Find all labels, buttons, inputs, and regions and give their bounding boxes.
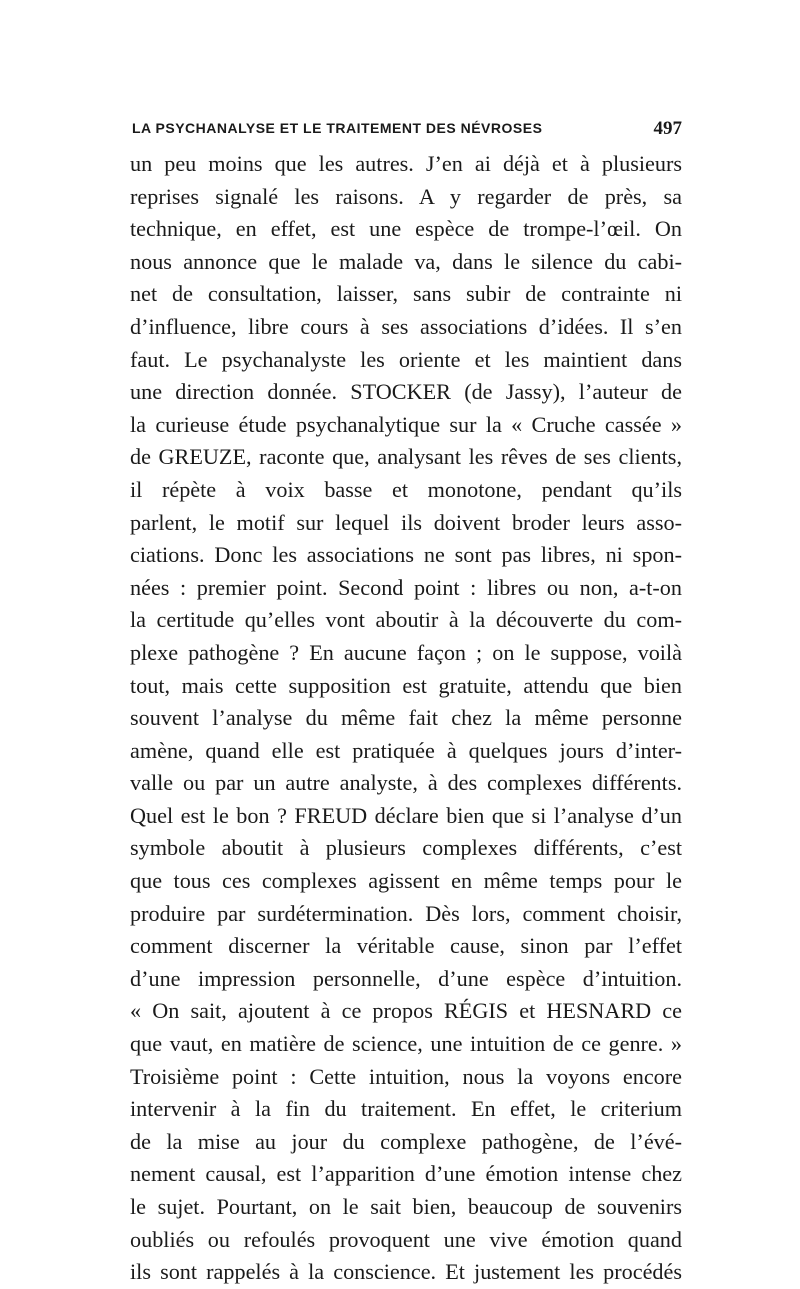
- text-line: reprises signalé les raisons. A y regarder de près, sa: [130, 183, 682, 209]
- text-line: souvent l’analyse du même fait chez la même personne: [130, 705, 682, 731]
- text-line: le sujet. Pourtant, on le sait bien, beaucoup de souvenirs: [130, 1194, 682, 1219]
- text-line: nement causal, est l’apparition d’une émotion intense chez: [130, 1161, 682, 1187]
- text-line: ils sont rappelés à la conscience. Et justement les procédés: [130, 1259, 682, 1285]
- text-line: la certitude qu’elles vont aboutir à la découverte du com-: [130, 607, 682, 633]
- text-line: plexe pathogène ? En aucune façon ; on le suppose, voilà: [130, 639, 682, 665]
- text-line: que vaut, en matière de science, une intuition de ce genre. »: [130, 1031, 682, 1057]
- text-line: un peu moins que les autres. J’en ai déjà et à plusieurs: [130, 151, 682, 176]
- text-line: « On sait, ajoutent à ce propos RÉGIS et HESNARD ce: [130, 998, 682, 1024]
- text-line: comment discerner la véritable cause, sinon par l’effet: [130, 933, 682, 959]
- text-line: Quel est le bon ? FREUD déclare bien que si l’analyse d’un: [130, 802, 682, 828]
- text-line: de la mise au jour du complexe pathogène, de l’évé-: [130, 1128, 682, 1154]
- text-line: symbole aboutit à plusieurs complexes différents, c’est: [130, 835, 682, 861]
- text-line: technique, en effet, est une espèce de trompe-l’œil. On: [130, 216, 682, 242]
- text-line: que tous ces complexes agissent en même temps pour le: [130, 868, 682, 894]
- text-line: net de consultation, laisser, sans subir de contrainte ni: [130, 281, 682, 307]
- text-line: nous annonce que le malade va, dans le silence du cabi-: [130, 248, 682, 274]
- text-line: produire par surdétermination. Dès lors, comment choisir,: [130, 900, 682, 926]
- text-line: la curieuse étude psychanalytique sur la « Cruche cassée »: [130, 411, 682, 437]
- text-line: de GREUZE, raconte que, analysant les rêves de ses clients,: [130, 444, 682, 470]
- text-line: tout, mais cette supposition est gratuite, attendu que bien: [130, 672, 682, 698]
- text-line: faut. Le psychanalyste les oriente et les maintient dans: [130, 346, 682, 372]
- running-title: LA PSYCHANALYSE ET LE TRAITEMENT DES NÉVROSES: [132, 120, 543, 136]
- body-text: [130, 148, 682, 1289]
- text-line: ciations. Donc les associations ne sont pas libres, ni spon-: [130, 542, 682, 568]
- text-line: d’influence, libre cours à ses associations d’idées. Il s’en: [130, 313, 682, 339]
- text-line: une direction donnée. STOCKER (de Jassy), l’auteur de: [130, 379, 682, 405]
- text-line: intervenir à la fin du traitement. En effet, le criterium: [130, 1096, 682, 1122]
- text-line: Troisième point : Cette intuition, nous la voyons encore: [130, 1063, 682, 1089]
- page-number: 497: [653, 118, 682, 139]
- text-line: il répète à voix basse et monotone, pendant qu’ils: [130, 476, 682, 502]
- text-line: oubliés ou refoulés provoquent une vive émotion quand: [130, 1226, 682, 1252]
- text-line: amène, quand elle est pratiquée à quelques jours d’inter-: [130, 737, 682, 763]
- text-line: nées : premier point. Second point : libres ou non, a-t-on: [130, 574, 682, 600]
- text-line: parlent, le motif sur lequel ils doivent broder leurs asso-: [130, 509, 682, 535]
- text-line: valle ou par un autre analyste, à des complexes différents.: [130, 770, 682, 796]
- running-head: [132, 118, 682, 142]
- text-line: d’une impression personnelle, d’une espèce d’intuition.: [130, 965, 682, 991]
